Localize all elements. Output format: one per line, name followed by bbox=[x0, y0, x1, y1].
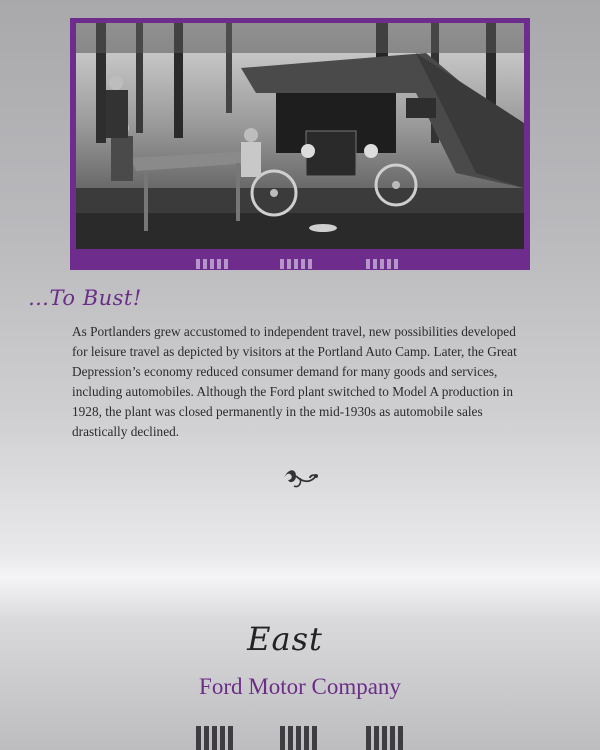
bar-group bbox=[280, 259, 312, 269]
bar-group bbox=[196, 726, 233, 750]
bottom-bar-decoration bbox=[0, 726, 600, 750]
photo-frame bbox=[70, 18, 530, 270]
auto-camp-photo-icon bbox=[76, 23, 524, 249]
bar-group bbox=[196, 259, 228, 269]
body-paragraph: As Portlanders grew accustomed to independent travel, new possibilities developed for leisure travel as depicted by visitors at the Portland Auto Camp. Later, the Great Depression’s economy reduced consumer demand for many goods and services, including automobiles. Although the Ford plant switched to Model A production in 1928, the plant was closed permanently in the mid-1930s as automobile sales drastically declined. bbox=[72, 324, 517, 439]
bar-group bbox=[280, 726, 317, 750]
bar-group bbox=[366, 259, 398, 269]
section-heading: …To Bust! bbox=[28, 286, 142, 310]
bar-group bbox=[366, 726, 403, 750]
company-name: Ford Motor Company bbox=[199, 674, 401, 699]
east-label: East bbox=[247, 620, 323, 658]
auto-camp-photo bbox=[76, 23, 524, 249]
frame-bar-decoration bbox=[70, 259, 530, 269]
fleuron-ornament-icon bbox=[280, 464, 320, 490]
